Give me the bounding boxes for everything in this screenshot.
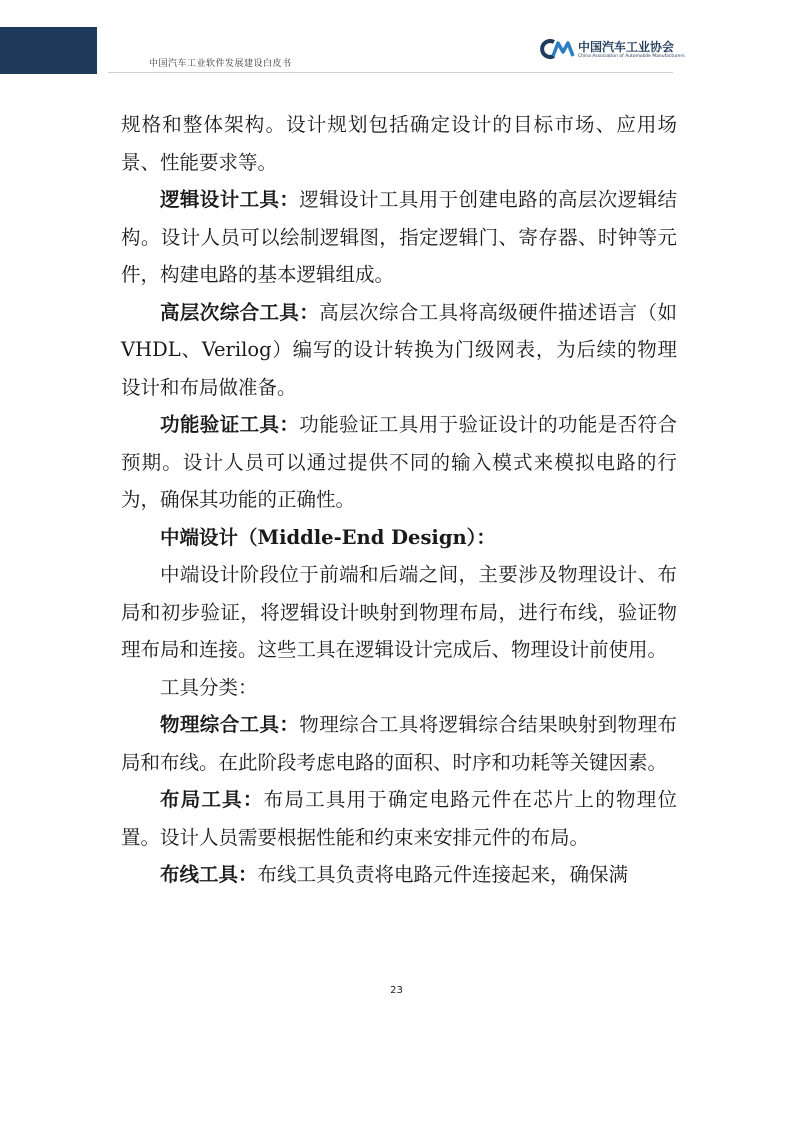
paragraph-term: 逻辑设计工具： (160, 188, 300, 211)
paragraph-text: 逻辑设计工具用于创建电路的高层次逻辑结构。设计人员可以绘制逻辑图，指定逻辑门、寄存器、时钟等元件，构建电路的基本逻辑组成。 (121, 188, 677, 286)
paragraph-term: 物理综合工具： (160, 713, 300, 736)
caam-logo-mark-icon (538, 38, 576, 60)
caam-logo (538, 36, 685, 64)
paragraph-term: 高层次综合工具： (160, 300, 320, 324)
paragraph-text: 功能验证工具用于验证设计的功能是否符合预期。设计人员可以通过提供不同的输入模式来模拟电路的行为，确保其功能的正确性。 (121, 413, 677, 511)
logo-chinese-name: 中国汽车工业协会 (578, 40, 675, 54)
logo-english-name: China Association of Automobile Manufacturers (578, 54, 685, 59)
body-paragraph (121, 106, 677, 181)
body-paragraph (121, 294, 677, 407)
paragraph-text: 工具分类： (160, 675, 258, 699)
paragraph-text: 布线工具负责将电路元件连接起来，确保满 (257, 863, 629, 886)
paragraph-term: 布局工具： (160, 788, 264, 811)
body-paragraph (121, 181, 677, 294)
body-paragraph (121, 519, 677, 557)
paragraph-term: 布线工具： (160, 863, 258, 886)
paragraph-text: 物理综合工具将逻辑综合结果映射到物理布局和布线。在此阶段考虑电路的面积、时序和功耗等关键因素。 (121, 713, 677, 774)
page-number: 23 (390, 985, 403, 996)
paragraph-text: 高层次综合工具将高级硬件描述语言（如 VHDL、Verilog）编写的设计转换为门级网表，为后续的物理设计和布局做准备。 (121, 300, 677, 399)
page-body (121, 106, 677, 894)
body-paragraph (121, 669, 677, 707)
paragraph-text: 规格和整体架构。设计规划包括确定设计的目标市场、应用场景、性能要求等。 (121, 113, 677, 174)
body-paragraph (121, 856, 677, 894)
body-paragraph (121, 781, 677, 856)
header-divider (108, 72, 673, 73)
body-paragraph (121, 406, 677, 519)
paragraph-term: 功能验证工具： (160, 413, 300, 436)
paragraph-text: 中端设计阶段位于前端和后端之间，主要涉及物理设计、布局和初步验证，将逻辑设计映射到物理布局，进行布线，验证物理布局和连接。这些工具在逻辑设计完成后、物理设计前使用。 (121, 563, 677, 661)
paragraph-text: 布局工具用于确定电路元件在芯片上的物理位置。设计人员需要根据性能和约束来安排元件的布局。 (121, 788, 677, 849)
header-color-band (0, 27, 97, 74)
paragraph-term: 中端设计（Middle-End Design）： (160, 525, 496, 549)
body-paragraph (121, 556, 677, 669)
body-paragraph (121, 706, 677, 781)
document-title: 中国汽车工业软件发展建设白皮书 (149, 59, 292, 69)
